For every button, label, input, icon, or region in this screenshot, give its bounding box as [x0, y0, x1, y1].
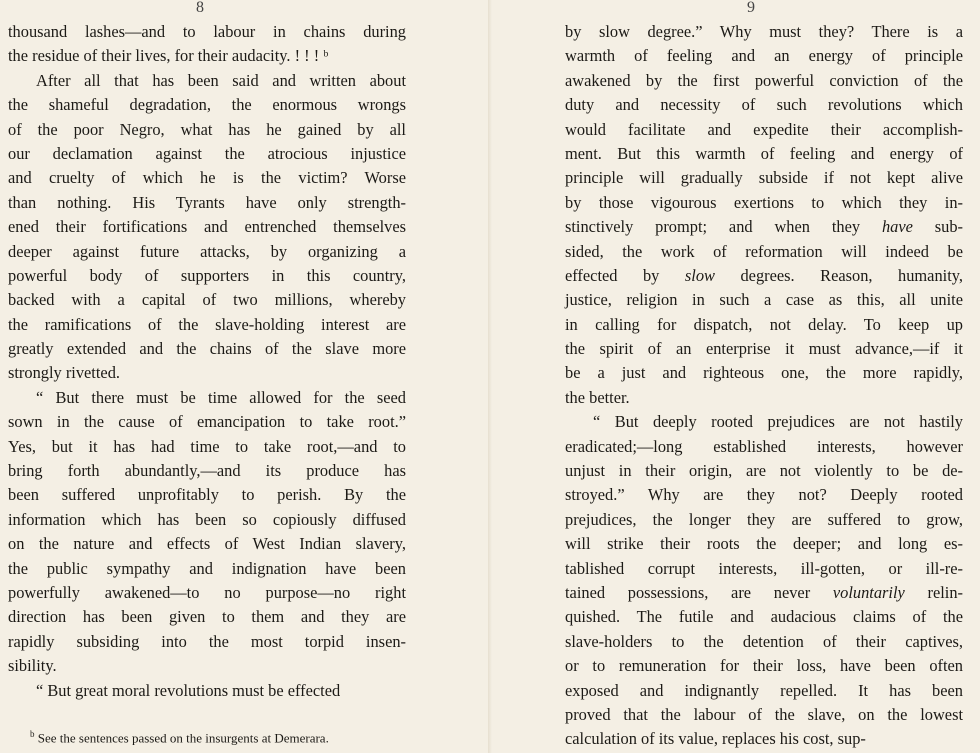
text-line: exposed and indignantly repelled. It has been [565, 680, 963, 700]
text-line: be a just and righteous one, the more rapidly, [565, 363, 963, 383]
text-line: powerfully awakened—to no purpose—no right [8, 582, 406, 602]
text-line: ment. But this warmth of feeling and energy of [565, 143, 963, 163]
text-line: After all that has been said and written about [36, 70, 406, 90]
text-line: will strike their roots the deeper; and long es- [565, 534, 963, 554]
emphasis: voluntarily [832, 582, 905, 602]
text-line: thousand lashes—and to labour in chains during [8, 22, 406, 41]
text-line: rapidly subsiding into the most torpid insen- [8, 631, 406, 651]
text-line: warmth of feeling and an energy of principle [565, 46, 963, 66]
text-line: awakened by the first powerful conviction of the [565, 70, 963, 90]
text-line: slave-holders to the detention of their captives, [565, 631, 963, 651]
text-line: the ramifications of the slave-holding interest are [8, 314, 406, 334]
text-line: of the poor Negro, what has he gained by all [8, 119, 406, 139]
text-line: proved that the labour of the slave, on the lowest [565, 704, 963, 724]
text-line: strongly rivetted. [8, 363, 120, 383]
text-line: “ But there must be time allowed for the seed [36, 387, 406, 407]
footnote [30, 726, 430, 746]
text-line: the residue of their lives, for their audacity. ! ! ! ᵇ [8, 46, 329, 66]
text-line: information which has been so copiously diffused [8, 509, 406, 529]
text-line: prejudices, the longer they are suffered to grow, [565, 509, 963, 529]
footnote-marker: b [30, 729, 35, 739]
text-line: Yes, but it has had time to take root,—and to [8, 436, 406, 456]
page-number-right: 9 [747, 0, 755, 16]
text-line: calculation of its value, replaces his cost, sup- [565, 729, 866, 749]
text-line: tained possessions, are never voluntarily relin- [565, 582, 963, 602]
text-line: on the nature and effects of West Indian slavery, [8, 534, 406, 554]
text-line: bring forth abundantly,—and its produce has [8, 461, 406, 481]
right-page [490, 0, 980, 753]
text-line: by slow degree.” Why must they? There is a [565, 22, 963, 41]
text-line: direction has been given to them and they are [8, 607, 406, 627]
text-line: “ But deeply rooted prejudices are not hastily [593, 412, 963, 432]
text-line: by those vigourous exertions to which they in- [565, 192, 963, 212]
text-line: the spirit of an enterprise it must advance,—if it [565, 339, 963, 359]
text-line: ened their fortifications and entrenched themselves [8, 217, 406, 237]
text-line: justice, religion in such a case as this, all unite [565, 290, 963, 310]
text-line: effected by slow degrees. Reason, humanity, [565, 265, 963, 285]
emphasis: slow [684, 265, 715, 285]
text-line: principle will gradually subside if not kept alive [565, 168, 963, 188]
text-line: in calling for dispatch, not delay. To keep up [565, 314, 963, 334]
text-line: sibility. [8, 656, 57, 676]
page-number-left: 8 [196, 0, 204, 16]
text-line: the public sympathy and indignation have been [8, 558, 406, 578]
text-line: would facilitate and expedite their accomplish- [565, 119, 963, 139]
text-line: tablished corrupt interests, ill-gotten, or ill-re- [565, 558, 963, 578]
text-line: and cruelty of which he is the victim? Worse [8, 168, 406, 188]
footnote-text: See the sentences passed on the insurgents at Demerara. [37, 730, 329, 746]
text-line: the shameful degradation, the enormous wrongs [8, 95, 406, 115]
text-line: greatly extended and the chains of the slave more [8, 339, 406, 359]
text-line: deeper against future attacks, by organizing a [8, 241, 406, 261]
text-line: been suffered unprofitably to perish. By the [8, 485, 406, 505]
text-line: our declamation against the atrocious injustice [8, 143, 406, 163]
emphasis: have [881, 217, 913, 237]
text-line: duty and necessity of such revolutions which [565, 95, 963, 115]
text-line: “ But great moral revolutions must be effected [36, 680, 341, 700]
text-line: the better. [565, 387, 630, 407]
text-line: than nothing. His Tyrants have only strength- [8, 192, 406, 212]
text-line: quished. The futile and audacious claims of the [565, 607, 963, 627]
text-line: or to remuneration for their loss, have been often [565, 656, 963, 676]
text-line: sided, the work of reformation will indeed be [565, 241, 963, 261]
text-line: sown in the cause of emancipation to take root.” [8, 412, 406, 432]
text-line: unjust in their origin, are not violently to be de- [565, 461, 963, 481]
left-text-block [8, 20, 406, 703]
text-line: stroyed.” Why are they not? Deeply rooted [565, 485, 963, 505]
text-line: powerful body of supporters in this country, [8, 265, 406, 285]
text-line: stinctively prompt; and when they have sub- [565, 217, 964, 237]
text-line: eradicated;—long established interests, however [565, 436, 963, 456]
right-text-block [565, 20, 963, 752]
text-line: backed with a capital of two millions, whereby [8, 290, 406, 310]
